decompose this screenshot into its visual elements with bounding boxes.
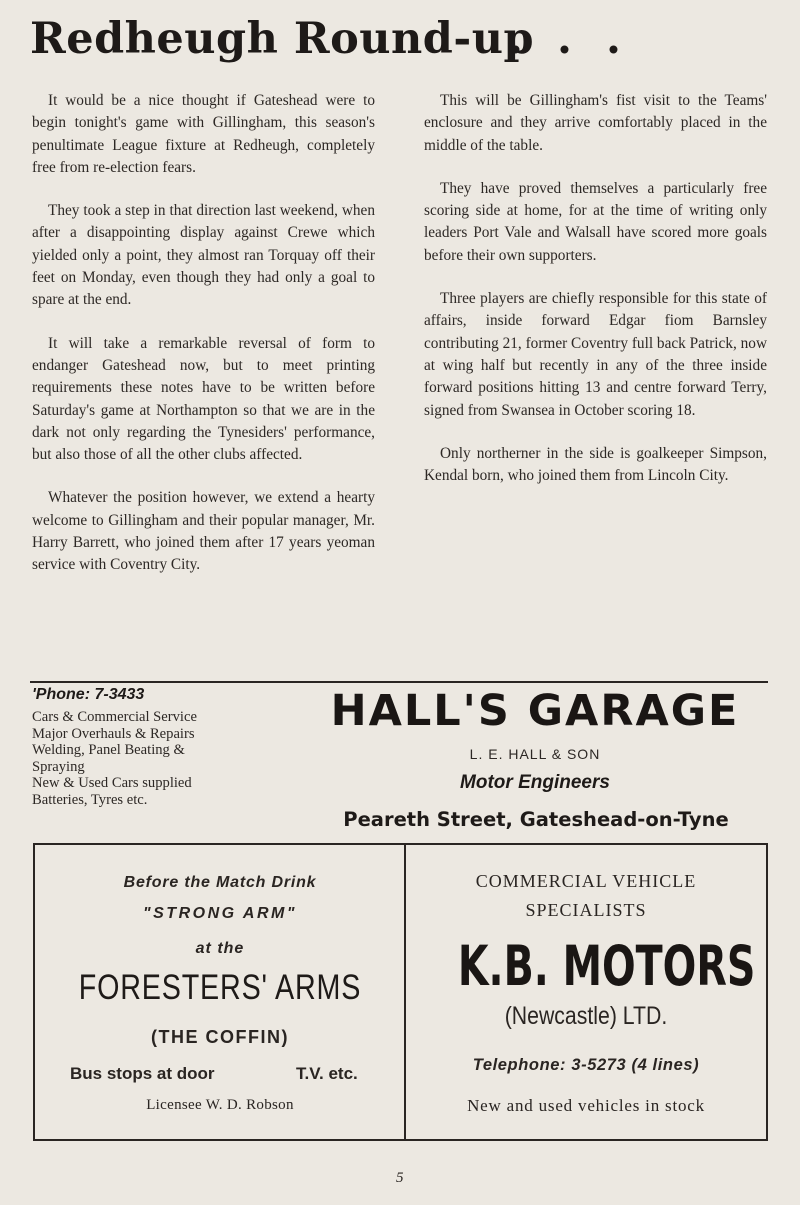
service-item: Batteries, Tyres etc.: [32, 791, 148, 808]
halls-phone: 'Phone: 7-3433: [32, 686, 145, 703]
article-paragraph: It would be a nice thought if Gateshead were to begin tonight's game with Gillingham, this season's penultimate League fixture at Redheugh, completely free from re-election fears.: [32, 92, 375, 176]
article-paragraph: This will be Gillingham's fist visit to the Teams' enclosure and they arrive comfortably placed in the middle of the table.: [424, 92, 767, 154]
foresters-name: FORESTERS' ARMS: [78, 968, 362, 1007]
ad-box-divider: [404, 843, 406, 1141]
halls-garage-name: HALL'S GARAGE: [330, 686, 740, 736]
kb-tagline: New and used vehicles in stock: [467, 1096, 705, 1115]
service-item: Cars & Commercial Service: [32, 709, 197, 725]
page-number: 5: [396, 1170, 404, 1186]
service-item: Welding, Panel Beating &: [32, 742, 185, 759]
foresters-drink: "STRONG ARM": [143, 905, 297, 922]
foresters-at: at the: [195, 940, 245, 957]
halls-services-list: [32, 709, 292, 809]
foresters-intro: Before the Match Drink: [123, 874, 317, 891]
halls-address: Peareth Street, Gateshead-on-Tyne: [343, 808, 729, 831]
service-item: Major Overhauls & Repairs: [32, 725, 195, 742]
kb-heading: [408, 867, 764, 925]
article-title: Redheugh Round-up: [30, 14, 535, 64]
halls-owner: L. E. HALL & SON: [469, 746, 601, 762]
article-paragraph: Three players are chiefly responsible for this state of affairs, inside forward Edgar fiom Barnsley contributing 21, former Coventry full back Patrick, now at wing half but recently in any of the three inside forward positions hitting 13 and centre forward Terry, signed from Swansea in October scoring 18.: [424, 290, 767, 419]
kb-heading-line: SPECIALISTS: [525, 900, 647, 920]
foresters-licensee: Licensee W. D. Robson: [146, 1097, 294, 1113]
ad-box-right-border: [766, 843, 768, 1141]
service-item: Spraying: [32, 758, 85, 775]
kb-motors-subname: (Newcastle) LTD.: [504, 1002, 668, 1030]
title-dots: ...: [508, 14, 655, 64]
article-paragraph: They took a step in that direction last weekend, when after a disappointing display against Crewe which yielded only a point, they almost ran Torquay off their feet on Monday, even though they had only a goal to spare at the end.: [32, 202, 375, 309]
section-divider: [30, 681, 768, 683]
article-paragraph: Whatever the position however, we extend a hearty welcome to Gillingham and their popular manager, Mr. Harry Barrett, who joined them after 17 years yeoman service with Coventry City.: [32, 489, 375, 574]
article-left-column: [32, 90, 375, 598]
foresters-bus-note: Bus stops at door: [70, 1064, 215, 1083]
article-right-column: [424, 90, 767, 508]
ad-box-left-border: [33, 843, 35, 1141]
kb-telephone: Telephone: 3-5273 (4 lines): [472, 1056, 700, 1074]
halls-tagline: Motor Engineers: [460, 772, 610, 793]
kb-motors-name: K.B. MOTORS: [457, 934, 756, 998]
ad-box-top-border: [33, 843, 768, 845]
article-paragraph: It will take a remarkable reversal of form to endanger Gateshead now, but to meet printing requirements these notes have to be written before Saturday's game at Northampton so that we are in the dark not only regarding the Tynesiders' performance, but also those of all the other clubs affected.: [32, 334, 375, 464]
article-paragraph: Only northerner in the side is goalkeeper Simpson, Kendal born, who joined them from Lincoln City.: [424, 444, 767, 485]
service-item: New & Used Cars supplied: [32, 775, 192, 792]
foresters-nickname: (THE COFFIN): [151, 1027, 289, 1047]
kb-heading-line: COMMERCIAL VEHICLE: [475, 871, 697, 891]
foresters-tv-note: T.V. etc.: [296, 1064, 358, 1083]
ad-box-bottom-border: [33, 1139, 768, 1141]
article-paragraph: They have proved themselves a particularly free scoring side at home, for at the time of writing only leaders Port Vale and Walsall have scored more goals before their own supporters.: [424, 179, 767, 264]
